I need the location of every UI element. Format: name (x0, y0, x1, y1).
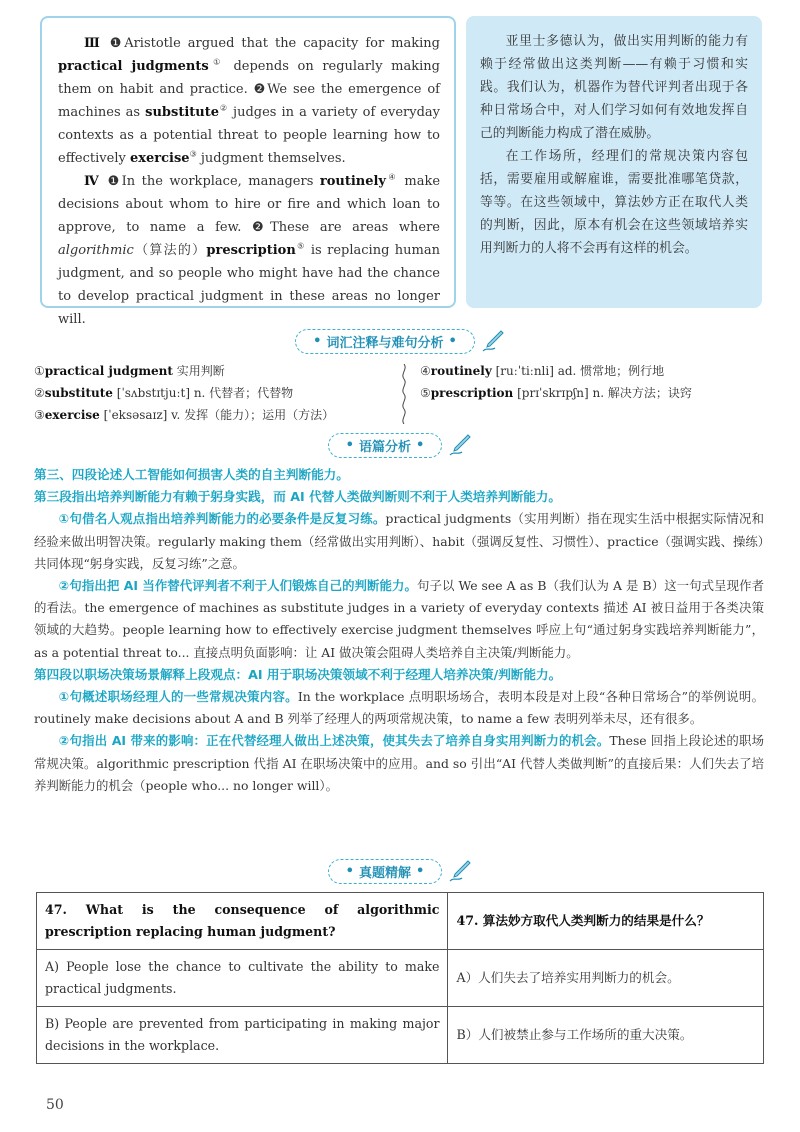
discourse-analysis (34, 464, 764, 797)
sentence-marker: ❶ (107, 174, 122, 189)
table-row (37, 1007, 764, 1064)
analysis-p4-head: 第四段以职场决策场景解释上段观点：AI 用于职场决策领域不利于经理人培养决策/判断能力。 (34, 666, 562, 682)
paragraph-4-cn: 在工作场所，经理们的常规决策内容包括，需要雇用或解雇谁，需要批准哪笔贷款，等等。在这些领域中，算法妙方正在取代人类的判断，因此，原本有机会在这些领域培养实用判断力的人将不会再有这样的机会。 (480, 149, 748, 256)
section-title: 词汇注释与难句分析 (326, 335, 444, 351)
page-number: 50 (46, 1097, 64, 1113)
exam-question-table (36, 892, 764, 1064)
sentence-marker: ❷ (253, 82, 268, 97)
section-title: 真题精解 (358, 865, 411, 881)
wavy-divider (398, 364, 410, 424)
pen-icon (448, 433, 472, 457)
option-a-en: A) People lose the chance to cultivate the ability to make practical judgments. (37, 950, 448, 1007)
table-row (37, 950, 764, 1007)
option-b-en: B) People are prevented from participating in making major decisions in the workplace. (37, 1007, 448, 1064)
vocab-item: ②substitute [ˈsʌbstɪtjuːt] n. 代替者；代替物 (34, 386, 294, 400)
section-header-analysis: • 语篇分析 • (0, 432, 800, 458)
analysis-p3-s2: ②句指出把 AI 当作替代评判者不利于人们锻炼自己的判断能力。句子以 We see A as B（我们认为 A 是 B）这一句式呈现作者的看法。the emergence of machines as substitute judges in a variety of everyday contexts 描述 AI 被日益用于各类决策领域的大趋势。people learning how to effectively exercise judgment themselves 呼应上句“通过躬身实践培养判断能力”，as a potential threat to... 直接点明负面影响：让 AI 做决策会阻碍人类培养自主决策/判断能力。 (34, 578, 764, 660)
pen-icon (481, 329, 505, 353)
section-header-vocab: • 词汇注释与难句分析 • (0, 328, 800, 354)
paragraph-number: Ⅲ (84, 36, 103, 51)
vocab-term: routinely (319, 174, 386, 189)
paragraph-3-en: Ⅲ ❶Aristotle argued that the capacity for making practical judgments① depends on regularly making them on habit and practice. ❷We see the emergence of machines as substitute② judges in a variety of everyday contexts as a potential threat to people learning how to effectively exercise③ judgment themselves. (58, 36, 441, 166)
analysis-overview: 第三、四段论述人工智能如何损害人类的自主判断能力。 (34, 467, 349, 482)
sentence-marker: ❶ (109, 36, 125, 51)
vocab-item: ③exercise [ˈeksəsaɪz] v. 发挥（能力）；运用（方法） (34, 408, 335, 422)
vocab-item: ⑤prescription [prɪˈskrɪpʃn] n. 解决方法；诀窍 (420, 386, 692, 400)
question-en: 47. What is the consequence of algorithmic prescription replacing human judgment? (37, 893, 448, 950)
vocab-term: practical judgments (58, 59, 209, 74)
vocab-item: ①practical judgment 实用判断 (34, 364, 225, 378)
analysis-p3-head: 第三段指出培养判断能力有赖于躬身实践，而 AI 代替人类做判断则不利于人类培养判断能力。 (34, 489, 561, 505)
question-cn: 47. 算法妙方取代人类判断力的结果是什么？ (448, 893, 764, 950)
paragraph-number: Ⅳ (84, 174, 102, 189)
section-header-exam: • 真题精解 • (0, 858, 800, 884)
analysis-p4-s1: ①句概述职场经理人的一些常规决策内容。In the workplace 点明职场场合，表明本段是对上段“各种日常场合”的举例说明。routinely make decisions about A and B 列举了经理人的两项常规决策，to name a few 表明列举未尽，还有很多。 (34, 689, 765, 727)
paragraph-4-en: Ⅳ ❶In the workplace, managers routinely④ make decisions about whom to hire or fire and which loan to approve, to name a few. ❷These are areas where algorithmic（算法的）prescription⑤ is replacing human judgment, and so people who might have had the chance to develop practical judgment in these areas no longer will. (58, 172, 441, 327)
english-passage-box (40, 16, 456, 327)
vocab-term: algorithmic (58, 243, 134, 258)
vocab-term: substitute (145, 105, 219, 120)
section-title: 语篇分析 (358, 439, 411, 455)
option-a-cn: A）人们失去了培养实用判断力的机会。 (448, 950, 764, 1007)
sentence-marker: ❷ (251, 220, 271, 235)
table-row (37, 893, 764, 950)
vocab-list (34, 360, 764, 426)
paragraph-3-cn: 亚里士多德认为，做出实用判断的能力有赖于经常做出这类判断——有赖于习惯和实践。我们认为，机器作为替代评判者出现于各种日常场合中，对人们学习如何有效地发挥自己的判断能力构成了潜在威胁。 (480, 34, 748, 141)
pen-icon (448, 859, 472, 883)
analysis-p4-s2: ②句指出 AI 带来的影响：正在代替经理人做出上述决策，使其失去了培养自身实用判断力的机会。These 回指上段论述的职场常规决策。algorithmic prescription 代指 AI 在职场决策中的应用。and so 引出“AI 代替人类做判断”的直接后果：人们失去了培养判断能力的机会（people who... no longer will）。 (34, 733, 764, 793)
chinese-translation-box (466, 16, 762, 308)
vocab-term: prescription (206, 243, 296, 258)
option-b-cn: B）人们被禁止参与工作场所的重大决策。 (448, 1007, 764, 1064)
analysis-p3-s1: ①句借名人观点指出培养判断能力的必要条件是反复习练。practical judgments（实用判断）指在现实生活中根据实际情况和经验来做出明智决策。regularly making them（经常做出实用判断）、habit（强调反复性、习惯性）、practice（强调实践、操练）共同体现“躬身实践，反复习练”之意。 (34, 511, 765, 571)
vocab-term: exercise (129, 151, 190, 166)
vocab-item: ④routinely [ruːˈtiːnli] ad. 惯常地；例行地 (420, 364, 665, 378)
